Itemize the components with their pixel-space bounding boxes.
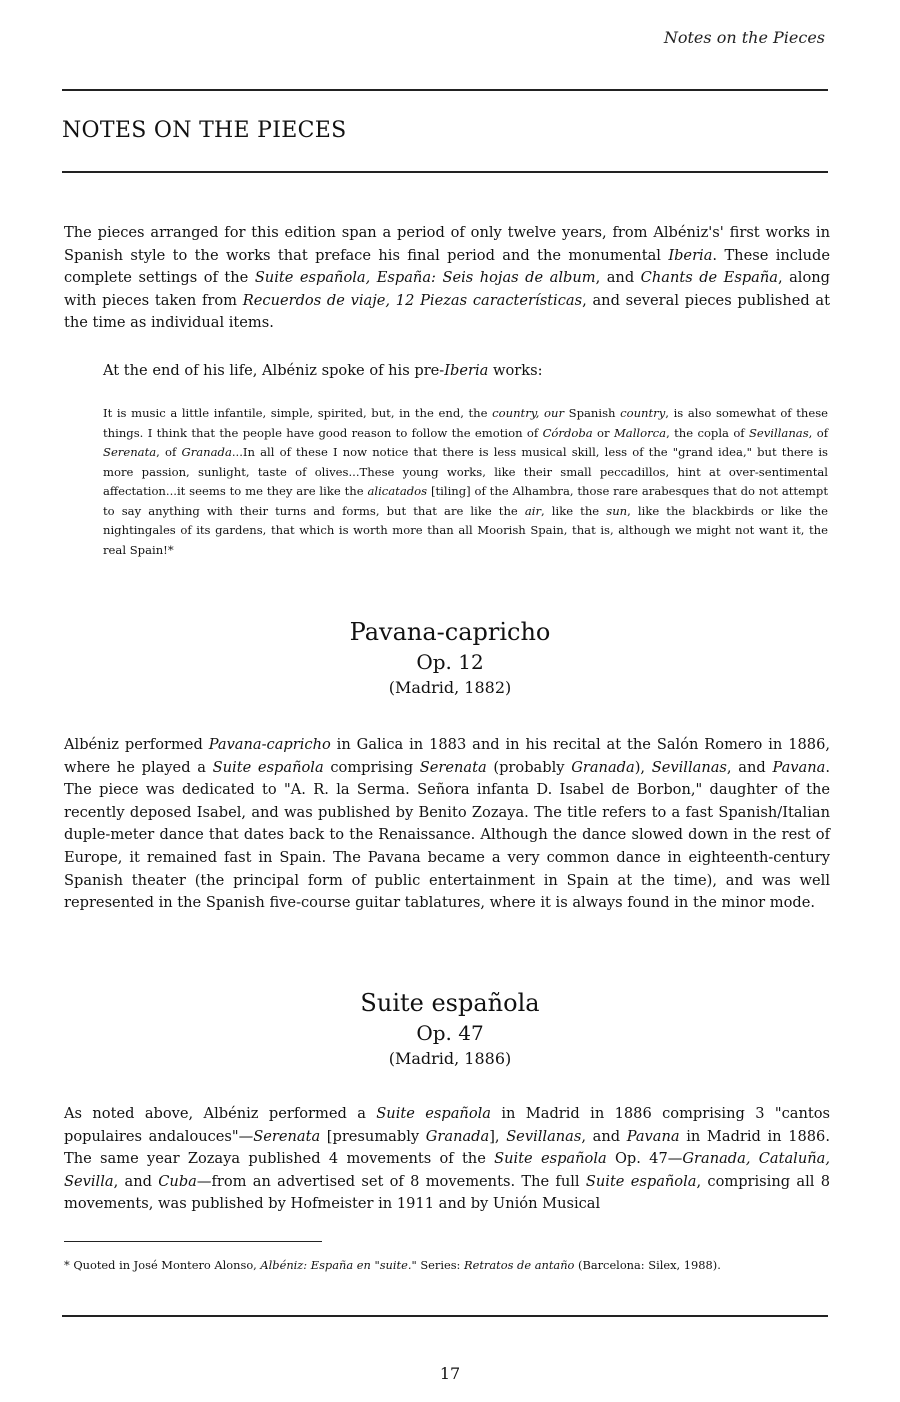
text-run: ...In all of these I now notice that there is less musical skill, less of the "grand idea," but there is more passion, sunlight, taste of olives...These young works, like their small peccadillos, hint at over-sentimental affectation...it seems to me they are like the bbox=[103, 445, 829, 498]
text-run: Spanish bbox=[564, 406, 621, 420]
text-run: , and bbox=[595, 269, 641, 287]
text-run: Albéniz performed bbox=[64, 736, 209, 753]
intro-paragraph bbox=[64, 222, 830, 335]
page-number: 17 bbox=[439, 1364, 461, 1383]
text-run: , is also somewhat of these things. I think that the people have good reason to follow the emotion of bbox=[103, 406, 828, 440]
italic-run: Suite española, España: Seis hojas de album bbox=[254, 269, 596, 287]
text-run: (probably bbox=[486, 758, 572, 776]
italic-run: Mallorca bbox=[613, 425, 667, 440]
piece-date: (Madrid, 1886) bbox=[388, 1049, 512, 1068]
section-rule bbox=[62, 171, 828, 173]
piece-paragraph-suite bbox=[64, 1103, 830, 1216]
text-run: . The piece was dedicated to "A. R. la Serma. Señora infanta D. Isabel de Borbon," daughter of the recently deposed Isabel, and was published by Benito Zozaya. The title refers to a fast Spanish/Italian duple-meter dance that dates back to the Renaissance. Although the dance slowed down in the rest of Europe, it remained fast in Spain. The Pavana became a very common dance in eighteenth-century Spanish theater (the principal form of public entertainment in Spain at the time), and was well represented in the Spanish five-course guitar tablatures, where it is always found in the minor mode. bbox=[64, 758, 830, 912]
piece-date: (Madrid, 1882) bbox=[388, 678, 512, 697]
italic-run: Sevillanas bbox=[748, 425, 809, 440]
italic-run: country bbox=[620, 406, 666, 420]
intro-line bbox=[103, 360, 830, 382]
text-run: comprising bbox=[323, 758, 420, 776]
text-run: Series: bbox=[416, 1258, 465, 1272]
text-run: At the end of his life, Albéniz spoke of his pre- bbox=[103, 362, 445, 379]
italic-run: Suite española bbox=[585, 1172, 697, 1190]
italic-run: Granada bbox=[571, 758, 635, 776]
text-run: in Galica in 1883 and in his recital at the Salón Romero in 1886, where he played a bbox=[64, 736, 830, 776]
text-run: ], bbox=[489, 1127, 507, 1145]
italic-run: Chants de España bbox=[640, 269, 778, 287]
piece-title: Suite española bbox=[360, 989, 540, 1017]
italic-run: Cuba bbox=[158, 1172, 197, 1190]
italic-run: Iberia bbox=[444, 362, 489, 379]
piece-paragraph-pavana bbox=[64, 734, 830, 915]
text-run: As noted above, Albéniz performed a bbox=[64, 1105, 377, 1122]
text-run: [presumably bbox=[320, 1127, 426, 1145]
text-run: ), bbox=[634, 758, 652, 776]
italic-run: Sevillanas bbox=[651, 758, 727, 776]
footnote-rule bbox=[64, 1241, 322, 1242]
running-head: Notes on the Pieces bbox=[663, 28, 825, 47]
italic-run: Sevillanas bbox=[506, 1127, 582, 1145]
bottom-rule bbox=[62, 1315, 828, 1317]
text-run: (Barcelona: Silex, 1988). bbox=[574, 1258, 721, 1272]
text-run: , and bbox=[726, 758, 773, 776]
italic-run: country, our bbox=[492, 406, 565, 420]
text-run: Op. 47— bbox=[606, 1150, 683, 1168]
italic-run: Granada bbox=[181, 445, 232, 459]
italic-run: Retratos de antaño bbox=[464, 1258, 575, 1272]
text-run: . These include complete settings of the bbox=[64, 246, 830, 287]
top-rule bbox=[62, 89, 828, 91]
text-run: It is music a little infantile, simple, spirited, but, in the end, the bbox=[103, 406, 493, 420]
text-run: in Madrid in 1886. The same year Zozaya published 4 movements of the bbox=[64, 1127, 830, 1168]
footnote bbox=[64, 1256, 830, 1275]
section-title: NOTES ON THE PIECES bbox=[62, 118, 347, 143]
text-run: , along with pieces taken from bbox=[64, 269, 831, 309]
italic-run: Recuerdos de viaje, 12 Piezas características bbox=[242, 291, 583, 309]
text-run: , of bbox=[156, 445, 182, 459]
piece-opus: Op. 12 bbox=[416, 650, 484, 674]
italic-run: Serenata bbox=[253, 1127, 321, 1145]
text-run: , comprising all 8 movements, was published by Hofmeister in 1911 and by Unión Musical bbox=[64, 1172, 830, 1213]
text-run: * Quoted in José Montero Alonso, bbox=[64, 1258, 261, 1272]
text-run: , the copla of bbox=[666, 425, 749, 440]
italic-run: Pavana-capricho bbox=[208, 736, 331, 753]
italic-run: Córdoba bbox=[542, 425, 593, 440]
text-run: or bbox=[592, 425, 614, 440]
text-run: The pieces arranged for this edition span a period of only twelve years, from Albéniz's' first works in Spanish style to the works that preface his final period and the monumental bbox=[64, 224, 830, 264]
piece-heading-suite bbox=[0, 987, 900, 1071]
italic-run: Granada bbox=[425, 1127, 490, 1145]
text-run: works: bbox=[488, 362, 543, 379]
italic-run: Iberia bbox=[668, 246, 713, 264]
italic-run: Pavana bbox=[772, 758, 826, 776]
italic-run: Albéniz: España en "suite." bbox=[260, 1258, 417, 1272]
italic-run: Serenata bbox=[419, 758, 487, 776]
italic-run: Pavana bbox=[626, 1127, 680, 1145]
piece-heading-pavana bbox=[0, 616, 900, 700]
text-run: [tiling] of the Alhambra, those rare arabesques that do not attempt to say anything with their turns and forms, but that are like the bbox=[103, 484, 828, 518]
text-run: , and several pieces published at the time as individual items. bbox=[64, 291, 831, 332]
text-run: , and bbox=[113, 1172, 159, 1190]
block-quote bbox=[103, 404, 828, 560]
italic-run: Suite española bbox=[212, 758, 324, 776]
italic-run: air bbox=[524, 503, 542, 518]
piece-opus: Op. 47 bbox=[416, 1021, 484, 1045]
text-run: , like the blackbirds or like the nightingales of its gardens, that which is worth more than all Moorish Spain, that is, although we might not want it, the real Spain!* bbox=[103, 503, 828, 557]
text-run: , of bbox=[808, 425, 828, 440]
italic-run: Serenata bbox=[103, 445, 157, 459]
text-run: —from an advertised set of 8 movements. The full bbox=[196, 1172, 586, 1190]
text-run: , like the bbox=[541, 503, 607, 518]
text-run: in Madrid in 1886 comprising 3 "cantos populaires andalouces"— bbox=[64, 1105, 830, 1145]
italic-run: sun bbox=[606, 503, 628, 518]
italic-run: alicatados bbox=[367, 484, 428, 498]
italic-run: Suite española bbox=[376, 1105, 491, 1122]
text-run: , and bbox=[581, 1127, 627, 1145]
piece-title: Pavana-capricho bbox=[349, 618, 551, 646]
italic-run: Suite española bbox=[494, 1150, 607, 1168]
italic-run: Granada, Cataluña, Sevilla bbox=[64, 1150, 830, 1190]
